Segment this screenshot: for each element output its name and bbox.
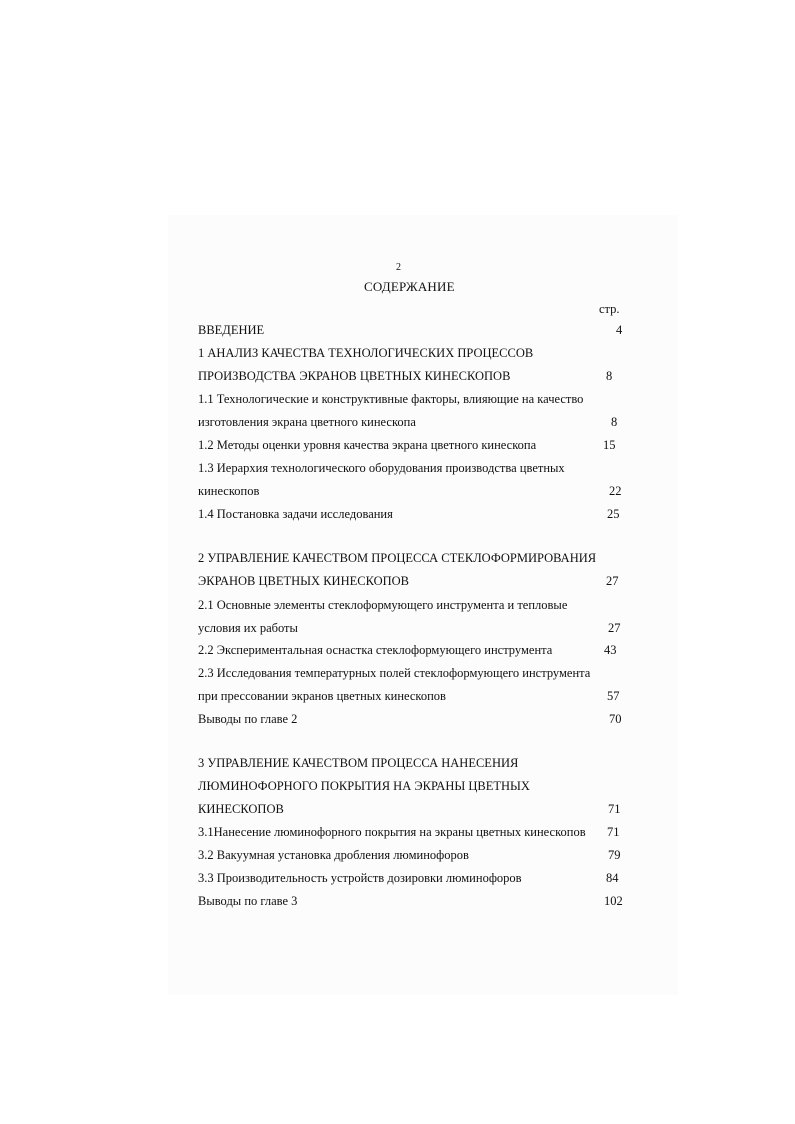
toc-entry-page: 71 bbox=[607, 825, 620, 839]
toc-entry-text: ЛЮМИНОФОРНОГО ПОКРЫТИЯ НА ЭКРАНЫ ЦВЕТНЫХ bbox=[198, 779, 530, 793]
toc-entry-text: ЭКРАНОВ ЦВЕТНЫХ КИНЕСКОПОВ bbox=[198, 574, 410, 588]
toc-entry-text: Выводы по главе 2 bbox=[198, 712, 298, 726]
toc-entry-text: при прессовании экранов цветных кинескопов bbox=[198, 689, 446, 703]
toc-entry-text: 3.1Нанесение люминофорного покрытия на экраны цветных кинескопов bbox=[198, 825, 586, 839]
toc-entry-text: Выводы по главе 3 bbox=[198, 894, 298, 908]
toc-entry-text: 3.2 Вакуумная установка дробления люминофоров bbox=[198, 848, 469, 862]
toc-entry-page: 25 bbox=[607, 507, 620, 521]
toc-entry-text: 2.1 Основные элементы стеклоформующего инструмента и тепловые bbox=[198, 598, 568, 612]
toc-entry-page: 22 bbox=[609, 484, 622, 498]
toc-entry-page: 71 bbox=[608, 802, 621, 816]
toc-entry-page: 43 bbox=[604, 643, 617, 657]
toc-title: СОДЕРЖАНИЕ bbox=[364, 279, 455, 294]
toc-entry-text: условия их работы bbox=[198, 621, 298, 635]
toc-entry-text: ВВЕДЕНИЕ bbox=[198, 323, 265, 337]
toc-entry-page: 70 bbox=[609, 712, 622, 726]
toc-entry-text: 3 УПРАВЛЕНИЕ КАЧЕСТВОМ ПРОЦЕССА НАНЕСЕНИЯ bbox=[198, 756, 519, 770]
toc-entry-page: 84 bbox=[606, 871, 619, 885]
toc-entry-text: кинескопов bbox=[198, 484, 260, 498]
toc-entry-page: 27 bbox=[608, 621, 621, 635]
toc-entry-text: 1.4 Постановка задачи исследования bbox=[198, 507, 393, 521]
toc-entry-page: 57 bbox=[607, 689, 620, 703]
toc-entry-page: 79 bbox=[608, 848, 621, 862]
toc-entry-text: КИНЕСКОПОВ bbox=[198, 802, 284, 816]
toc-entry-text: 1.2 Методы оценки уровня качества экрана цветного кинескопа bbox=[198, 438, 537, 452]
toc-entry-page: 8 bbox=[606, 369, 613, 383]
toc-entry-text: 3.3 Производительность устройств дозировки люминофоров bbox=[198, 871, 522, 885]
toc-entry-text: 1 АНАЛИЗ КАЧЕСТВА ТЕХНОЛОГИЧЕСКИХ ПРОЦЕССОВ bbox=[198, 346, 534, 360]
toc-entry-page: 102 bbox=[604, 894, 623, 908]
toc-entry-text: 2.2 Экспериментальная оснастка стеклоформующего инструмента bbox=[198, 643, 553, 657]
toc-entry-page: 27 bbox=[606, 574, 619, 588]
toc-entry-text: ПРОИЗВОДСТВА ЭКРАНОВ ЦВЕТНЫХ КИНЕСКОПОВ bbox=[198, 369, 511, 383]
page-number: 2 bbox=[396, 262, 401, 273]
toc-entry-text: 2 УПРАВЛЕНИЕ КАЧЕСТВОМ ПРОЦЕССА СТЕКЛОФОРМИРОВАНИЯ bbox=[198, 551, 597, 565]
toc-entry-text: 1.1 Технологические и конструктивные факторы, влияющие на качество bbox=[198, 392, 584, 406]
toc-entry-text: 1.3 Иерархия технологического оборудования производства цветных bbox=[198, 461, 565, 475]
toc-entry-page: 8 bbox=[611, 415, 618, 429]
page-column-label: стр. bbox=[599, 302, 620, 316]
toc-entry-text: 2.3 Исследования температурных полей стеклоформующего инструмента bbox=[198, 666, 591, 680]
toc-entry-page: 15 bbox=[603, 438, 616, 452]
toc-entry-text: изготовления экрана цветного кинескопа bbox=[198, 415, 416, 429]
toc-entry-page: 4 bbox=[616, 323, 623, 337]
